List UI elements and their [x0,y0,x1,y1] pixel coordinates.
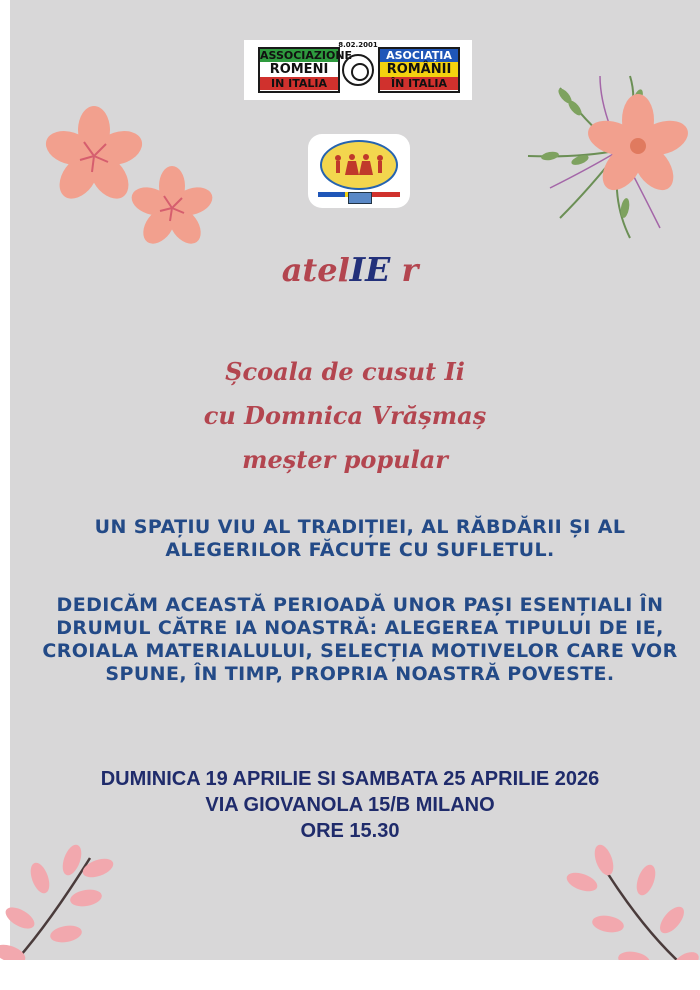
cultural-center-logo [308,134,410,208]
flower-icon [48,106,218,256]
subtitle-line: cu Domnica Vrășmaș [203,401,487,430]
event-details [20,766,680,844]
event-address: VIA GIOVANOLA 15/B MILANO [205,794,495,816]
intro-paragraph: UN SPAȚIU VIU AL TRADIȚIEI, AL RĂBDĂRII ȘI AL ALEGERILOR FĂCUTE CU SUFLETUL. [94,516,626,561]
association-logo [244,40,472,100]
logo-line: ÎN ITALIA [380,77,458,90]
event-dates: DUMINICA 19 APRILIE SI SAMBATA 25 APRILIE 2026 [100,768,600,790]
logo-italian-label [258,47,353,93]
title-part: atel [281,251,350,289]
subtitle-line: Școala de cusut Ii [225,357,465,386]
logo-line: ROMENI [260,62,338,77]
description-paragraph: DEDICĂM ACEASTĂ PERIOADĂ UNOR PAȘI ESENȚIALI ÎN DRUMUL CĂTRE IA NOASTRĂ: ALEGEREA TIPULUI DE IE, CROIALA MATERIALULUI, SELECȚIA MOTIVELOR CARE VOR SPUNE, ÎN TIMP, PROPRIA NOASTRĂ POVESTE. [42,594,678,685]
workshop-title [0,250,700,289]
logo-line: ASOCIAȚIA [380,49,458,62]
title-highlight: IE [349,250,391,289]
logo-line: ASSOCIAZIONE [260,49,353,62]
logo-romanian-label [378,47,460,93]
event-time: ORE 15.30 [300,820,400,842]
logo-date: 8.02.2001 [338,41,378,49]
book-icon [348,192,372,204]
title-part: r [390,251,419,289]
logo-line: ROMÂNII [380,62,458,77]
school-subtitle [130,350,560,482]
flower-bouquet-icon [520,68,695,243]
subtitle-line: meșter popular [242,445,448,474]
logo-line: IN ITALIA [260,77,338,90]
emblem-icon [342,54,374,86]
bottom-margin [0,960,700,990]
dancers-icon [330,152,388,182]
